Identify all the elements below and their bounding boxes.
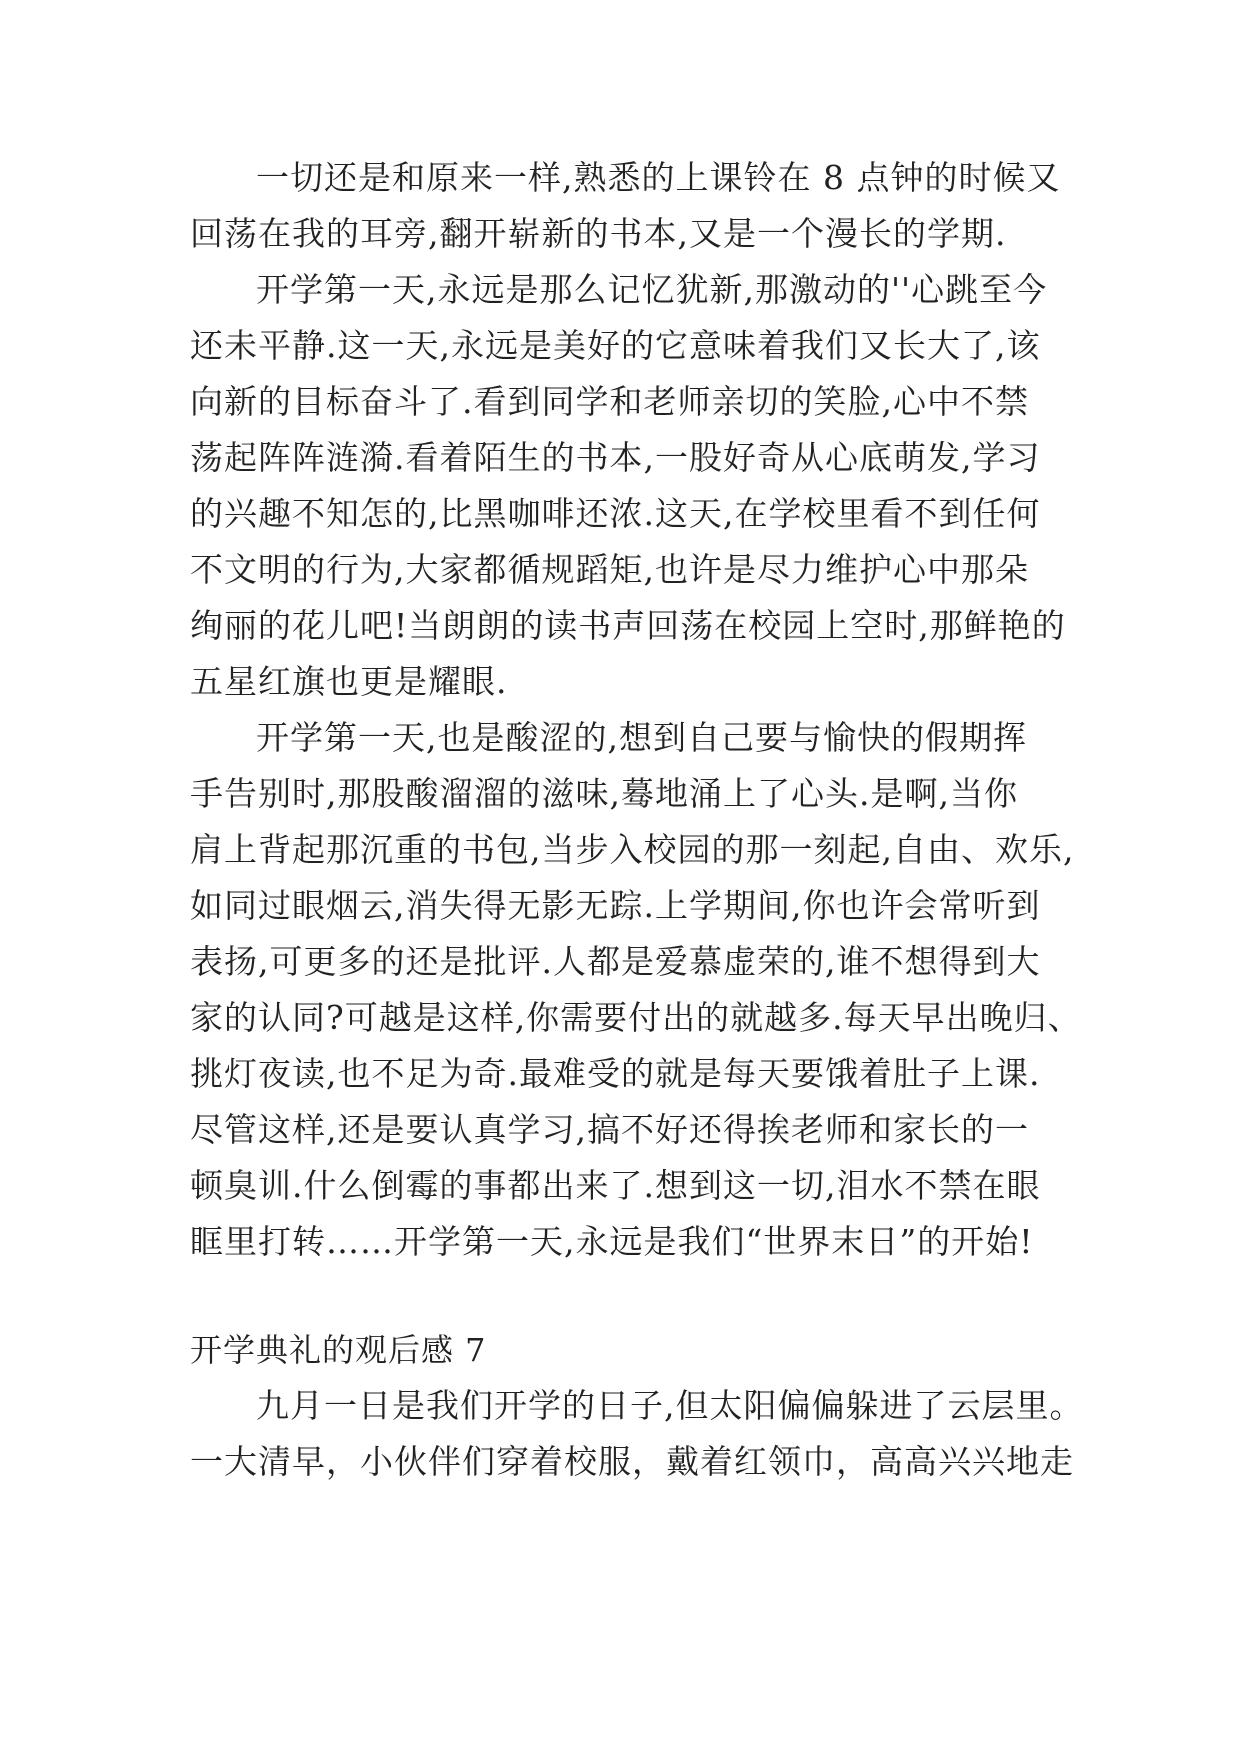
paragraph-line: 开学第一天,也是酸涩的,想到自己要与愉快的假期挥: [256, 718, 1027, 757]
paragraph-line: 一切还是和原来一样,熟悉的上课铃在 8 点钟的时候又: [256, 158, 1061, 197]
paragraph-line: 五星红旗也更是耀眼.: [190, 662, 508, 701]
section-heading: 开学典礼的观后感 7: [190, 1331, 487, 1369]
paragraph-line: 挑灯夜读,也不足为奇.最难受的就是每天要饿着肚子上课.: [190, 1054, 1041, 1093]
paragraph-line: 如同过眼烟云,消失得无影无踪.上学期间,你也许会常听到: [190, 886, 1041, 925]
paragraph-line: 九月一日是我们开学的日子,但太阳偏偏躲进了云层里。: [256, 1386, 1084, 1425]
paragraph-line: 肩上背起那沉重的书包,当步入校园的那一刻起,自由、欢乐,: [190, 830, 1075, 869]
paragraph-line: 一大清早，小伙伴们穿着校服，戴着红领巾，高高兴兴地走: [190, 1442, 1074, 1481]
paragraph-line: 家的认同?可越是这样,你需要付出的就越多.每天早出晚归、: [190, 998, 1082, 1037]
paragraph-line: 不文明的行为,大家都循规蹈矩,也许是尽力维护心中那朵: [190, 550, 1029, 589]
paragraph-line: 开学第一天,永远是那么记忆犹新,那激动的''心跳至今: [256, 270, 1048, 309]
paragraph-line: 的兴趣不知怎的,比黑咖啡还浓.这天,在学校里看不到任何: [190, 494, 1041, 533]
paragraph-line: 绚丽的花儿吧!当朗朗的读书声回荡在校园上空时,那鲜艳的: [190, 606, 1066, 645]
paragraph-line: 荡起阵阵涟漪.看着陌生的书本,一股好奇从心底萌发,学习: [190, 438, 1041, 477]
paragraph-line: 手告别时,那股酸溜溜的滋味,蓦地涌上了心头.是啊,当你: [190, 774, 1018, 813]
paragraph-line: 顿臭训.什么倒霉的事都出来了.想到这一切,泪水不禁在眼: [190, 1166, 1041, 1205]
paragraph-line: 表扬,可更多的还是批评.人都是爱慕虚荣的,谁不想得到大: [190, 942, 1041, 981]
paragraph-line: 还未平静.这一天,永远是美好的它意味着我们又长大了,该: [190, 326, 1041, 365]
paragraph-line: 眶里打转……开学第一天,永远是我们“世界末日”的开始!: [190, 1222, 1034, 1261]
paragraph-line: 尽管这样,还是要认真学习,搞不好还得挨老师和家长的一: [190, 1110, 1029, 1149]
paragraph-line: 回荡在我的耳旁,翻开崭新的书本,又是一个漫长的学期.: [190, 214, 1007, 253]
paragraph-line: 向新的目标奋斗了.看到同学和老师亲切的笑脸,心中不禁: [190, 382, 1029, 421]
